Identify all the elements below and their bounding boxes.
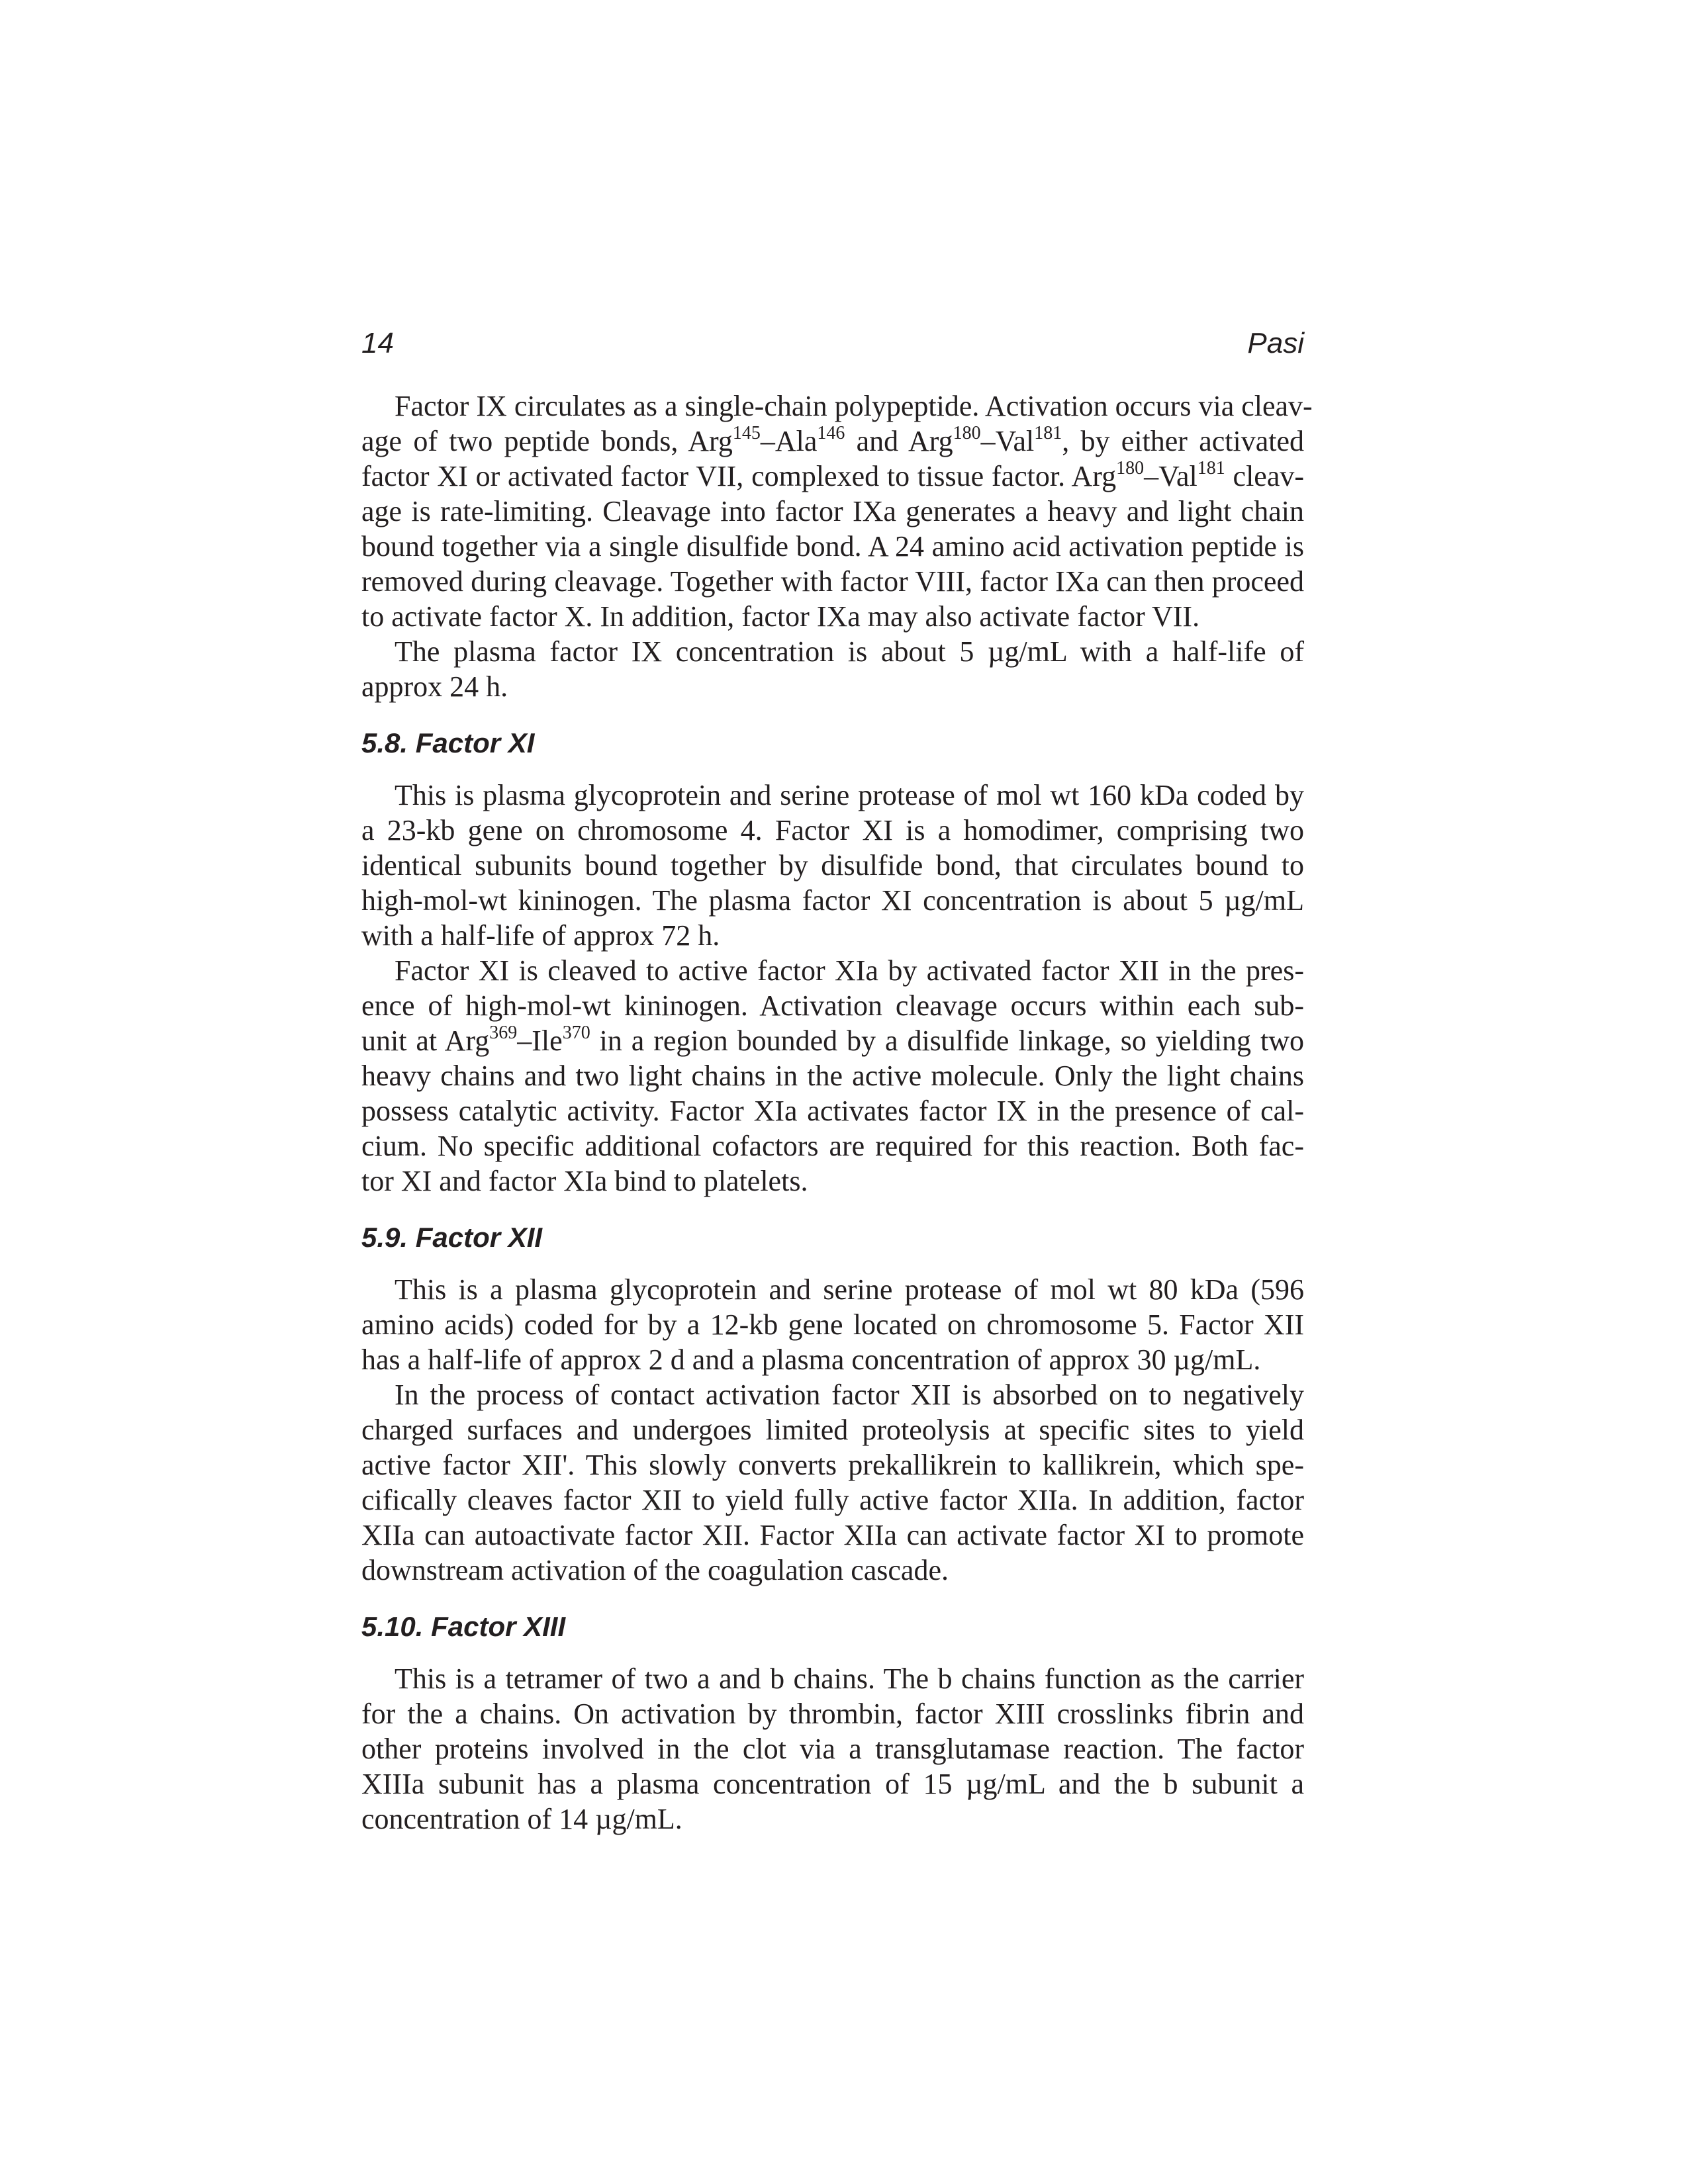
superscript: 181 — [1034, 423, 1062, 443]
text-line: approx 24 h. — [361, 670, 508, 703]
text-line: XIIa can autoactivate factor XII. Factor XIIa can activate factor XI to promote — [361, 1519, 1304, 1551]
text-line: downstream activation of the coagulation cascade. — [361, 1554, 949, 1586]
page-body — [361, 388, 1313, 1837]
text-line: to activate factor X. In addition, factor IXa may also activate factor VII. — [361, 600, 1200, 633]
text-line: possess catalytic activity. Factor XIa activates factor IX in the presence of cal- — [361, 1095, 1304, 1127]
text-line: heavy chains and two light chains in the active molecule. Only the light chains — [361, 1060, 1304, 1092]
text-line: active factor XII'. This slowly converts prekallikrein to kallikrein, which spe- — [361, 1449, 1304, 1481]
text-line: This is a plasma glycoprotein and serine protease of mol wt 80 kDa (596 — [395, 1273, 1304, 1306]
text-line: Factor IX circulates as a single-chain polypeptide. Activation occurs via cleav- — [395, 390, 1313, 422]
page-number: 14 — [361, 327, 394, 359]
section-heading: 5.9. Factor XII — [361, 1222, 543, 1253]
text-line: age of two peptide bonds, Arg$^{145}$–Ala$^{146}$ and Arg$^{180}$–Val$^{181}$, by either activated — [361, 423, 1305, 457]
text-line: cifically cleaves factor XII to yield fully active factor XIIa. In addition, factor — [361, 1484, 1304, 1516]
text-line: unit at Arg$^{369}$–Ile$^{370}$ in a region bounded by a disulfide linkage, so yielding two — [361, 1023, 1304, 1057]
superscript: 180 — [1116, 458, 1145, 478]
text-line: amino acids) coded for by a 12-kb gene located on chromosome 5. Factor XII — [361, 1308, 1304, 1341]
text-line: This is plasma glycoprotein and serine protease of mol wt 160 kDa coded by — [395, 779, 1304, 811]
text-line: has a half-life of approx 2 d and a plasma concentration of approx 30 µg/mL. — [361, 1343, 1261, 1376]
section-heading: 5.10. Factor XIII — [361, 1611, 566, 1642]
superscript: 145 — [732, 423, 761, 443]
paragraph — [361, 953, 1304, 1199]
text-line: XIIIa subunit has a plasma concentration of 15 µg/mL and the b subunit a — [361, 1768, 1304, 1800]
text-line: cium. No specific additional cofactors are required for this reaction. Both fac- — [361, 1130, 1304, 1162]
paragraph — [361, 1661, 1304, 1837]
section-heading: 5.8. Factor XI — [361, 727, 535, 758]
paragraph — [361, 1272, 1304, 1377]
superscript: 181 — [1197, 458, 1225, 478]
running-head-author: Pasi — [1247, 327, 1304, 359]
text-line: high-mol-wt kininogen. The plasma factor XI concentration is about 5 µg/mL — [361, 884, 1304, 917]
text-line: tor XI and factor XIa bind to platelets. — [361, 1165, 808, 1197]
paragraph — [361, 634, 1304, 704]
text-line: charged surfaces and undergoes limited proteolysis at specific sites to yield — [361, 1414, 1304, 1446]
paragraph — [361, 1377, 1304, 1588]
running-header — [361, 326, 1304, 361]
text-line: In the process of contact activation factor XII is absorbed on to negatively — [395, 1379, 1304, 1411]
text-line: identical subunits bound together by disulfide bond, that circulates bound to — [361, 849, 1304, 882]
superscript: 146 — [817, 423, 845, 443]
text-line: concentration of 14 µg/mL. — [361, 1803, 682, 1835]
text-line: for the a chains. On activation by thrombin, factor XIII crosslinks fibrin and — [361, 1698, 1304, 1730]
text-line: The plasma factor IX concentration is about 5 µg/mL with a half-life of — [395, 635, 1304, 668]
text-line: removed during cleavage. Together with factor VIII, factor IXa can then proceed — [361, 565, 1304, 598]
superscript: 180 — [953, 423, 981, 443]
superscript: 370 — [562, 1023, 590, 1043]
text-line: with a half-life of approx 72 h. — [361, 919, 720, 952]
paragraph — [361, 388, 1313, 634]
text-line: a 23-kb gene on chromosome 4. Factor XI is a homodimer, comprising two — [361, 814, 1304, 846]
text-line: ence of high-mol-wt kininogen. Activation cleavage occurs within each sub- — [361, 989, 1304, 1022]
text-line: bound together via a single disulfide bond. A 24 amino acid activation peptide is — [361, 530, 1304, 563]
paragraph — [361, 778, 1304, 953]
text-line: age is rate-limiting. Cleavage into factor IXa generates a heavy and light chain — [361, 495, 1304, 527]
text-line: other proteins involved in the clot via a transglutamase reaction. The factor — [361, 1733, 1304, 1765]
text-line: factor XI or activated factor VII, complexed to tissue factor. Arg$^{180}$–Val$^{181}$ cleav- — [361, 458, 1305, 492]
text-line: This is a tetramer of two a and b chains. The b chains function as the carrier — [395, 1662, 1304, 1695]
text-line: Factor XI is cleaved to active factor XIa by activated factor XII in the pres- — [395, 954, 1304, 987]
superscript: 369 — [489, 1023, 518, 1043]
